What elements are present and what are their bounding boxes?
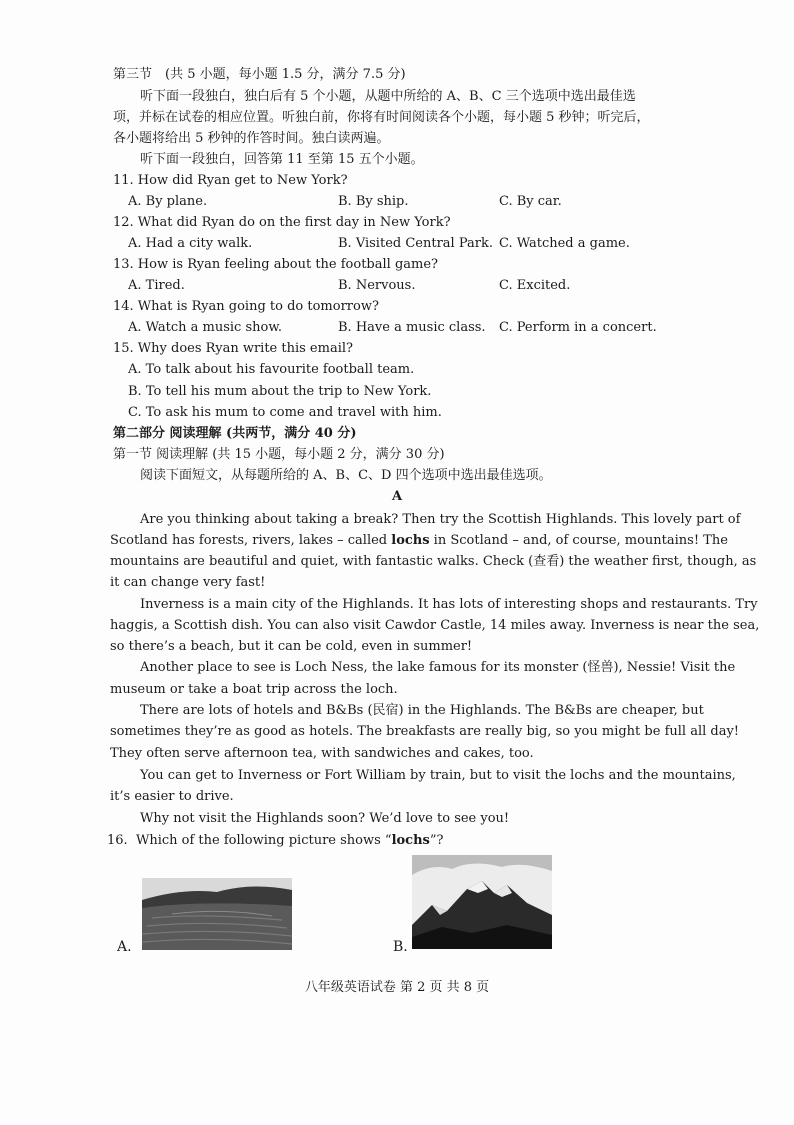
passage-line: They often serve afternoon tea, with sandwiches and cakes, too. bbox=[110, 746, 534, 761]
option-c: C. Excited. bbox=[499, 278, 571, 293]
passage-line: Are you thinking about taking a break? Then try the Scottish Highlands. This lovely part of bbox=[140, 512, 741, 527]
question-stem: 11. How did Ryan get to New York? bbox=[113, 173, 348, 188]
option-a: A. Watch a music show. bbox=[128, 320, 283, 335]
option-a: A. To talk about his favourite football team. bbox=[128, 362, 415, 377]
passage-line: mountains are beautiful and quiet, with fantastic walks. Check (查看) the weather first, though, as bbox=[110, 554, 757, 569]
option-b: B. By ship. bbox=[338, 194, 409, 209]
passage-line: it can change very fast! bbox=[110, 575, 266, 590]
section3-intro-line: 听下面一段独白，独白后有 5 个小题，从题中所给的 A、B、C 三个选项中选出最佳选 bbox=[140, 89, 636, 104]
option-c: C. Watched a game. bbox=[499, 236, 630, 251]
page-footer: 八年级英语试卷 第 2 页 共 8 页 bbox=[304, 980, 490, 995]
passage-line: Another place to see is Loch Ness, the lake famous for its monster (怪兽), Nessie! Visit the bbox=[140, 660, 736, 675]
option-c: C. To ask his mum to come and travel with him. bbox=[128, 405, 442, 420]
question-16 bbox=[107, 832, 443, 850]
part2-section1-heading: 第一节 阅读理解 (共 15 小题，每小题 2 分，满分 30 分) bbox=[113, 447, 445, 462]
passage-line: so there’s a beach, but it can be cold, even in summer! bbox=[110, 639, 473, 654]
passage-line: You can get to Inverness or Fort William by train, but to visit the lochs and the mountains, bbox=[140, 768, 736, 783]
option-a: A. Had a city walk. bbox=[128, 236, 253, 251]
question-text-pre: Which of the following picture shows “ bbox=[135, 833, 392, 848]
part2-heading: 第二部分 阅读理解 (共两节，满分 40 分) bbox=[113, 426, 357, 441]
passage-line: it’s easier to drive. bbox=[110, 789, 234, 804]
section3-instruction: 听下面一段独白，回答第 11 至第 15 五个小题。 bbox=[140, 152, 424, 167]
passage-line: museum or take a boat trip across the loch. bbox=[110, 682, 398, 697]
passage-line: Why not visit the Highlands soon? We’d love to see you! bbox=[140, 811, 510, 826]
passage-line: haggis, a Scottish dish. You can also visit Cawdor Castle, 14 miles away. Inverness is near the sea, bbox=[110, 618, 760, 633]
question-number: 16. bbox=[107, 833, 128, 848]
option-b-label: B. bbox=[393, 939, 408, 955]
option-b: B. Have a music class. bbox=[338, 320, 486, 335]
option-c: C. Perform in a concert. bbox=[499, 320, 657, 335]
part2-instruction: 阅读下面短文，从每题所给的 A、B、C、D 四个选项中选出最佳选项。 bbox=[140, 468, 552, 483]
option-c: C. By car. bbox=[499, 194, 562, 209]
passage-line: Scotland has forests, rivers, lakes – called lochs in Scotland – and, of course, mountains! The bbox=[110, 533, 728, 548]
option-b: B. To tell his mum about the trip to New York. bbox=[128, 384, 432, 399]
passage-line: There are lots of hotels and B&Bs (民宿) in the Highlands. The B&Bs are cheaper, but bbox=[140, 703, 704, 718]
question-stem: 13. How is Ryan feeling about the football game? bbox=[113, 257, 439, 272]
option-b: B. Nervous. bbox=[338, 278, 416, 293]
option-a-label: A. bbox=[117, 939, 132, 955]
question-stem: 12. What did Ryan do on the first day in New York? bbox=[113, 215, 451, 230]
section3-heading: 第三节 (共 5 小题，每小题 1.5 分，满分 7.5 分) bbox=[113, 67, 406, 82]
passage-label: A bbox=[391, 489, 403, 504]
passage-line: sometimes they’re as good as hotels. The breakfasts are really big, so you might be full all day! bbox=[110, 724, 740, 739]
question-stem: 14. What is Ryan going to do tomorrow? bbox=[113, 299, 379, 314]
question-stem: 15. Why does Ryan write this email? bbox=[113, 341, 353, 356]
desert-dunes-image bbox=[142, 878, 292, 950]
option-b: B. Visited Central Park. bbox=[338, 236, 493, 251]
bold-lochs: lochs bbox=[391, 533, 430, 548]
question-text-post: ”? bbox=[429, 833, 444, 848]
mountain-peaks-image bbox=[412, 855, 552, 949]
passage-line: Inverness is a main city of the Highlands. It has lots of interesting shops and restaurants. Try bbox=[140, 597, 758, 612]
section3-intro-line: 各小题将给出 5 秒钟的作答时间。独白读两遍。 bbox=[113, 131, 390, 146]
question-text-bold: lochs bbox=[391, 833, 430, 848]
option-a: A. Tired. bbox=[128, 278, 185, 293]
option-a: A. By plane. bbox=[128, 194, 208, 209]
section3-intro-line: 项，并标在试卷的相应位置。听独白前，你将有时间阅读各个小题，每小题 5 秒钟；听完后， bbox=[113, 110, 650, 125]
